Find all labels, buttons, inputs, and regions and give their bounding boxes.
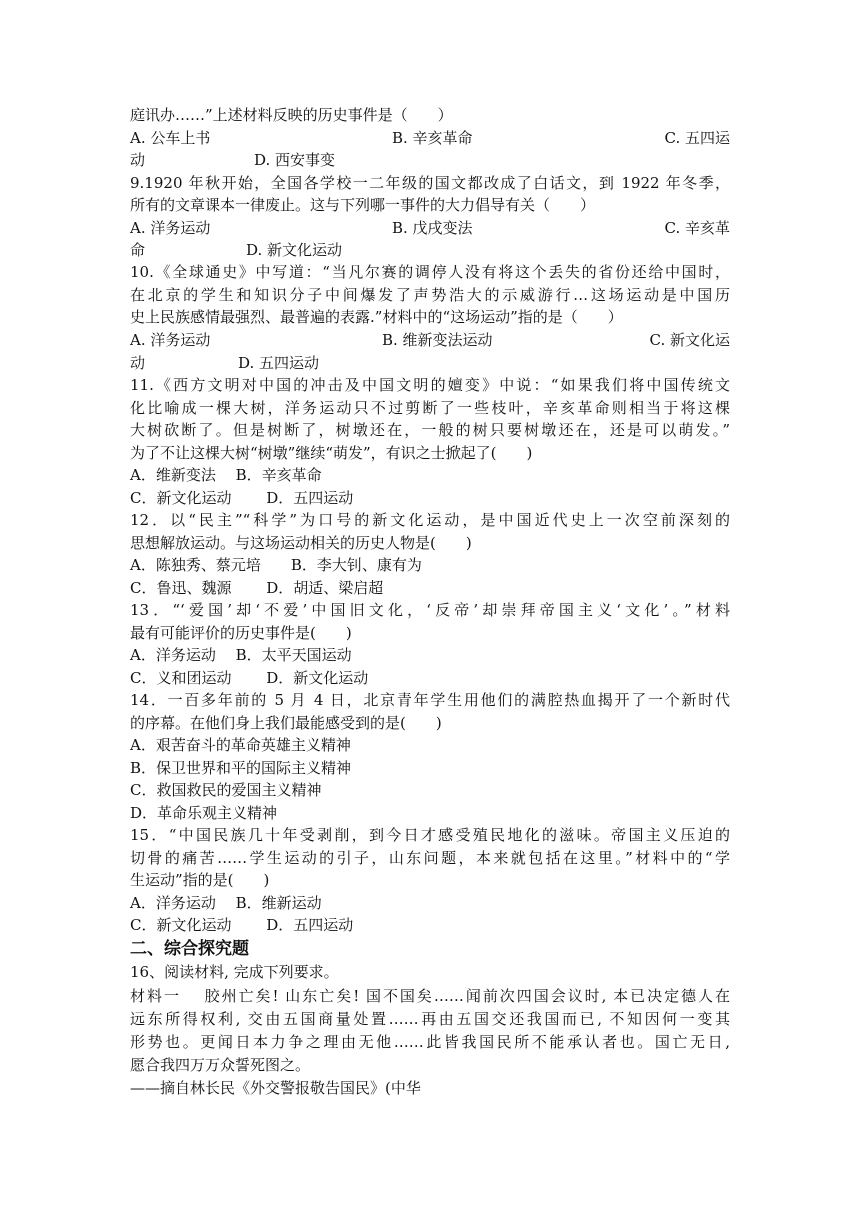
q8-stem-tail: 庭讯办……”上述材料反映的历史事件是（ ） — [130, 106, 453, 124]
q14-option-c: C．救国救民的爱国主义精神 — [130, 781, 322, 799]
q8-option-c-wrap: 动 — [130, 151, 146, 169]
q16-material1-source: ——摘自林长民《外交警报敬告国民》(中华 — [130, 1079, 421, 1097]
q11-stem-line4: 为了不让这棵大树“树墩”继续“萌发”，有识之士掀起了( ) — [130, 444, 533, 462]
q15-stem-line2: 切骨的痛苦……学生运动的引子，山东问题，本来就包括在这里。”材料中的“学 — [130, 849, 730, 867]
q13-stem-line2: 最有可能评价的历史事件是( ) — [130, 624, 352, 642]
q8-option-a: A. 公车上书 — [130, 129, 211, 147]
q10-option-c-wrap: 动 — [130, 354, 146, 372]
q13-stem-line1: 13．“‘爱国’却‘不爱’中国旧文化，‘反帝’却崇拜帝国主义‘文化’。”材料 — [130, 601, 730, 619]
q8-options-row1 — [130, 127, 730, 149]
q9-stem-line2: 所有的文章课本一律废止。这与下列哪一事件的大力倡导有关（ ） — [130, 196, 596, 214]
q12-options-row2: C．鲁迅、魏源 D．胡适、梁启超 — [130, 579, 384, 597]
q9-option-c-wrap: 命 — [130, 241, 146, 259]
q10-stem-line2: 在北京的学生和知识分子中间爆发了声势浩大的示威游行…这场运动是中国历 — [130, 286, 730, 304]
q15-options-row1: A．洋务运动 B．维新运动 — [130, 894, 322, 912]
q8-options-row2 — [130, 149, 730, 171]
q9-options-row1 — [130, 217, 730, 239]
q12-stem-line2: 思想解放运动。与这场运动相关的历史人物是( ) — [130, 534, 472, 552]
q10-option-b: B. 维新变法运动 — [382, 331, 493, 349]
q10-option-c: C. 新文化运 — [649, 331, 730, 349]
q8-option-c: C. 五四运 — [664, 129, 730, 147]
q8-option-b: B. 辛亥革命 — [392, 129, 473, 147]
q9-option-c: C. 辛亥革 — [664, 219, 730, 237]
q10-stem-line3: 史上民族感情最强烈、最普遍的表露.”材料中的“这场运动”指的是（ ） — [130, 308, 623, 326]
q14-option-d: D．革命乐观主义精神 — [130, 804, 278, 822]
q14-stem-line1: 14．一百多年前的 5 月 4 日，北京青年学生用他们的满腔热血揭开了一个新时代 — [130, 691, 730, 709]
q11-stem-line2: 化比喻成一棵大树，洋务运动只不过剪断了一些枝叶，辛亥革命则相当于将这棵 — [130, 399, 730, 417]
q10-option-d: D. 五四运动 — [238, 354, 320, 372]
q13-options-row1: A．洋务运动 B．太平天国运动 — [130, 646, 352, 664]
q9-options-row2 — [130, 239, 730, 261]
q14-option-b: B．保卫世界和平的国际主义精神 — [130, 759, 352, 777]
q16-intro: 16、阅读材料, 完成下列要求。 — [130, 963, 339, 981]
q15-options-row2: C．新文化运动 D．五四运动 — [130, 916, 354, 934]
q11-options-row1: A．维新变法 B．辛亥革命 — [130, 466, 322, 484]
q10-options-row2 — [130, 352, 730, 374]
q9-stem-line1: 9.1920 年秋开始，全国各学校一二年级的国文都改成了白话文，到 1922 年冬季， — [130, 174, 730, 192]
q16-material1-line2: 远东所得权利, 交由五国商量处置……再由五国交还我国而已, 不知因何一变其 — [130, 1010, 730, 1028]
q9-option-b: B. 戊戌变法 — [392, 219, 473, 237]
q13-options-row2: C．义和团运动 D．新文化运动 — [130, 669, 369, 687]
q10-options-row1 — [130, 329, 730, 351]
q8-option-d: D. 西安事变 — [254, 151, 336, 169]
q10-stem-line1: 10.《全球通史》中写道：“当凡尔赛的调停人没有将这个丢失的省份还给中国时， — [130, 263, 730, 281]
q11-stem-line1: 11.《西方文明对中国的冲击及中国文明的嬗变》中说：“如果我们将中国传统文 — [130, 376, 730, 394]
q15-stem-line1: 15．“中国民族几十年受剥削，到今日才感受殖民地化的滋味。帝国主义压迫的 — [130, 826, 730, 844]
q12-options-row1: A．陈独秀、蔡元培 B．李大钊、康有为 — [130, 556, 422, 574]
q16-material1-line1: 材料一 胶州亡矣! 山东亡矣! 国不国矣……闻前次四国会议时, 本已决定德人在 — [130, 987, 730, 1005]
q16-material1-line3: 形势也。更闻日本力争之理由无他……此皆我国民所不能承认者也。国亡无日, — [130, 1033, 730, 1051]
q16-material1-line4: 愿合我四万万众誓死图之。 — [130, 1056, 311, 1074]
q9-option-d: D. 新文化运动 — [246, 241, 343, 259]
q9-option-a: A. 洋务运动 — [130, 219, 211, 237]
q12-stem-line1: 12．以“民主”“科学”为口号的新文化运动，是中国近代史上一次空前深刻的 — [130, 511, 730, 529]
section-heading: 二、综合探究题 — [130, 939, 249, 959]
q14-option-a: A．艰苦奋斗的革命英雄主义精神 — [130, 736, 351, 754]
q11-options-row2: C．新文化运动 D．五四运动 — [130, 489, 354, 507]
q14-stem-line2: 的序幕。在他们身上我们最能感受到的是( ) — [130, 714, 442, 732]
q10-option-a: A. 洋务运动 — [130, 331, 211, 349]
q15-stem-line3: 生运动”指的是( ) — [130, 871, 270, 889]
q11-stem-line3: 大树砍断了。但是树断了，树墩还在，一般的树只要树墩还在，还是可以萌发。” — [130, 421, 730, 439]
